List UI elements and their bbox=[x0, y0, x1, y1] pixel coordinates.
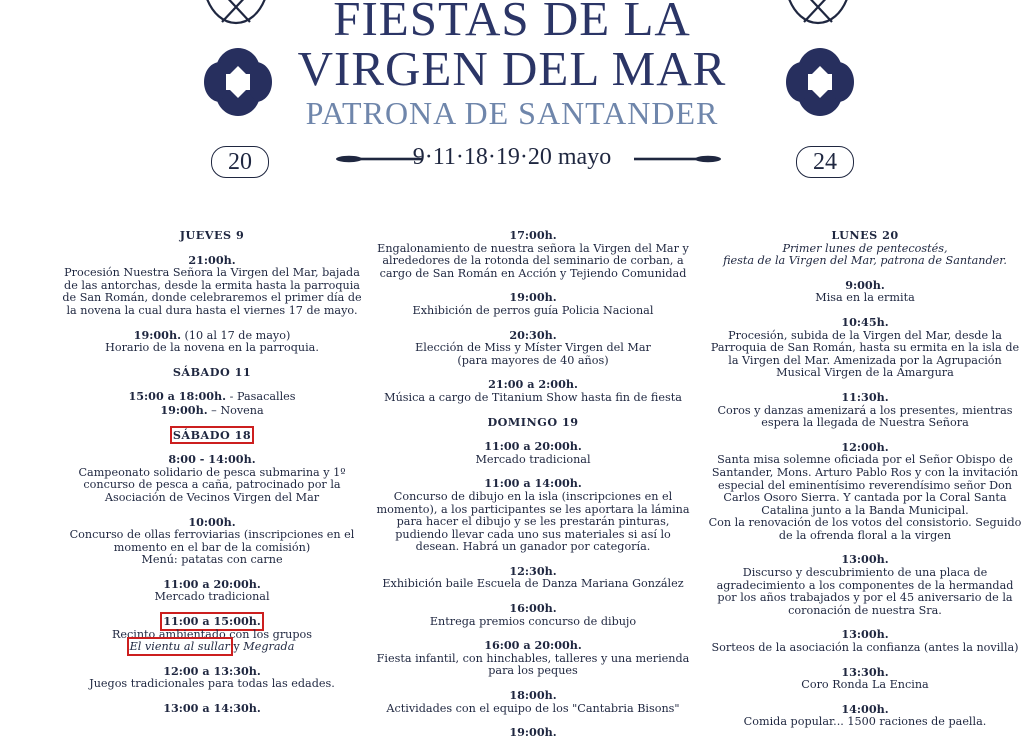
event-time: 16:00h. bbox=[509, 601, 557, 616]
event-text: Discurso y descubrimiento de una placa de agradecimiento a los componentes de la hermandad por los años trabajados y por el 45 aniversario de la coronación de nuestra Sra. bbox=[716, 566, 1014, 617]
day-heading-domingo-19: DOMINGO 19 bbox=[487, 414, 579, 429]
event-text: - Pasacalles bbox=[226, 390, 296, 404]
event-text: Mercado tradicional bbox=[475, 452, 591, 466]
event-text: Coro Ronda La Encina bbox=[801, 678, 929, 692]
year-badge-left: 20 bbox=[211, 146, 269, 178]
event-note: (para mayores de 40 años) bbox=[457, 353, 609, 367]
year-badge-right: 24 bbox=[796, 146, 854, 178]
event-text: Misa en la ermita bbox=[815, 291, 915, 305]
event-text: Procesión, subida de la Virgen del Mar, desde la Parroquia de San Román, hasta su ermita en la isla de la Virgen del Mar. Amenizada por la Agrupación Musical Virgen de la Amargura bbox=[710, 328, 1020, 380]
event-time: 10:45h. bbox=[841, 314, 889, 329]
event-time: 19:00h. bbox=[509, 290, 557, 305]
event-text: Horario de la novena en la parroquia. bbox=[105, 341, 319, 355]
day-subtitle: Primer lunes de pentecostés, bbox=[782, 241, 948, 255]
day-subtitle: fiesta de la Virgen del Mar, patrona de Santander. bbox=[723, 254, 1007, 268]
event-time: 19:00h. bbox=[133, 327, 181, 342]
event-time: 8:00 - 14:00h. bbox=[168, 452, 256, 467]
event-time: 21:00h. bbox=[188, 252, 236, 267]
conjunction: y bbox=[229, 640, 244, 654]
event-time: 11:00 a 20:00h. bbox=[484, 439, 582, 454]
event-time: 17:00h. bbox=[509, 228, 557, 242]
event-text: Juegos tradicionales para todas las edades. bbox=[89, 677, 335, 691]
event-text: Engalonamiento de nuestra señora la Virgen del Mar y alrededores de la rotonda del seminario de corban, a cargo de San Román en Acción y Tejiendo Comunidad bbox=[377, 241, 689, 280]
event-text: Actividades con el equipo de los "Cantabria Bisons" bbox=[386, 701, 680, 715]
event-time: 21:00 a 2:00h. bbox=[488, 377, 578, 392]
oar-divider-icon-right bbox=[632, 152, 722, 166]
event-text: – Novena bbox=[207, 403, 264, 417]
event-time: 15:00 a 18:00h. bbox=[128, 389, 227, 404]
event-time: 16:00 a 20:00h. bbox=[484, 638, 582, 653]
event-text: Comida popular... 1500 raciones de paella. bbox=[743, 715, 987, 729]
event-text: Coros y danzas amenizará a los presentes, mientras espera la llegada de Nuestra Señora bbox=[717, 403, 1013, 430]
day-heading-sabado-11: SÁBADO 11 bbox=[172, 364, 252, 379]
event-text: Con la renovación de los votos del consistorio. Seguido de la ofrenda floral a la virgen bbox=[708, 516, 1022, 542]
event-time: 19:00h. bbox=[509, 725, 557, 740]
event-text: Fiesta infantil, con hinchables, talleres y una merienda para los peques bbox=[376, 651, 690, 678]
event-time-highlighted: 11:00 a 15:00h. bbox=[163, 614, 261, 629]
event-time: 18:00h. bbox=[509, 688, 557, 703]
event-text: Música a cargo de Titanium Show hasta fin de fiesta bbox=[384, 390, 682, 404]
event-time: 13:00 a 14:30h. bbox=[163, 701, 261, 716]
group-name: Megrada bbox=[243, 640, 295, 654]
event-time: 9:00h. bbox=[845, 277, 885, 292]
event-dates: 9·11·18·19·20 mayo bbox=[412, 144, 612, 170]
event-text: Sorteos de la asociación la confianza (antes la novilla) bbox=[711, 641, 1019, 655]
event-text: Elección de Miss y Míster Virgen del Mar bbox=[415, 341, 651, 355]
event-time: 10:00h. bbox=[188, 514, 236, 529]
event-time: 20:30h. bbox=[509, 327, 557, 342]
schedule-column-3 bbox=[706, 229, 1024, 740]
schedule-column-1 bbox=[58, 229, 366, 727]
schedule-column-2 bbox=[372, 229, 694, 751]
day-heading-sabado-18: SÁBADO 18 bbox=[172, 427, 252, 442]
day-heading-jueves: JUEVES 9 bbox=[179, 228, 245, 242]
event-time: 11:00 a 20:00h. bbox=[163, 576, 261, 591]
event-time: 11:00 a 14:00h. bbox=[484, 476, 582, 491]
event-note: (10 al 17 de mayo) bbox=[180, 328, 291, 342]
event-time: 13:30h. bbox=[841, 664, 889, 679]
page-title-line1: FIESTAS DE LA bbox=[333, 0, 691, 46]
event-time: 19:00h. bbox=[160, 402, 208, 417]
event-text: Mercado tradicional bbox=[154, 590, 270, 604]
page-subtitle: PATRONA DE SANTANDER bbox=[305, 95, 719, 131]
event-time: 12:00h. bbox=[841, 439, 889, 454]
event-text: Procesión Nuestra Señora la Virgen del Mar, bajada de las antorchas, desde la ermita hasta la parroquia de San Román, donde celebraremos el primer día de la novena la cual dura hasta el viernes 17 de mayo. bbox=[62, 266, 362, 317]
event-time: 13:00h. bbox=[841, 552, 889, 567]
event-time: 12:30h. bbox=[509, 563, 557, 578]
event-text: Entrega premios concurso de dibujo bbox=[429, 614, 637, 628]
event-text: Recinto ambientado con los grupos bbox=[111, 627, 313, 641]
event-text: Santa misa solemne oficiada por el Señor Obispo de Santander, Mons. Arturo Pablo Ros y con la invitación especial del eminentísimo reverendísimo señor Don Carlos Osoro Sierra. Y cantada por la Coral Santa Catalina junto a la Banda Municipal. bbox=[711, 453, 1019, 517]
event-text: Exhibición baile Escuela de Danza Mariana González bbox=[382, 577, 684, 591]
page-title-line2: VIRGEN DEL MAR bbox=[297, 41, 727, 96]
group-name-highlighted: El vientu al sullar bbox=[129, 640, 230, 654]
event-text: Concurso de ollas ferroviarias (inscripciones en el momento en el bar de la comisión) bbox=[69, 528, 355, 554]
event-text: Exhibición de perros guía Policia Nacional bbox=[412, 303, 654, 317]
event-time: 11:30h. bbox=[841, 389, 889, 404]
event-time: 12:00 a 13:30h. bbox=[163, 663, 261, 678]
event-text: Campeonato solidario de pesca submarina y 1º concurso de pesca a caña, patrocinado por la Asociación de Vecinos Virgen del Mar bbox=[78, 465, 346, 504]
event-time: 13:00h. bbox=[841, 627, 889, 642]
event-time: 14:00h. bbox=[841, 701, 889, 716]
day-heading-lunes-20: LUNES 20 bbox=[831, 228, 899, 242]
event-menu: Menú: patatas con carne bbox=[141, 553, 283, 567]
event-text: Concurso de dibujo en la isla (inscripciones en el momento), a los participantes se les aportara la lámina para hacer el dibujo y se les prestarán pinturas, pudiendo llevar cada uno sus materiales si así lo desean. Habrá un ganador por categoría. bbox=[376, 489, 690, 554]
